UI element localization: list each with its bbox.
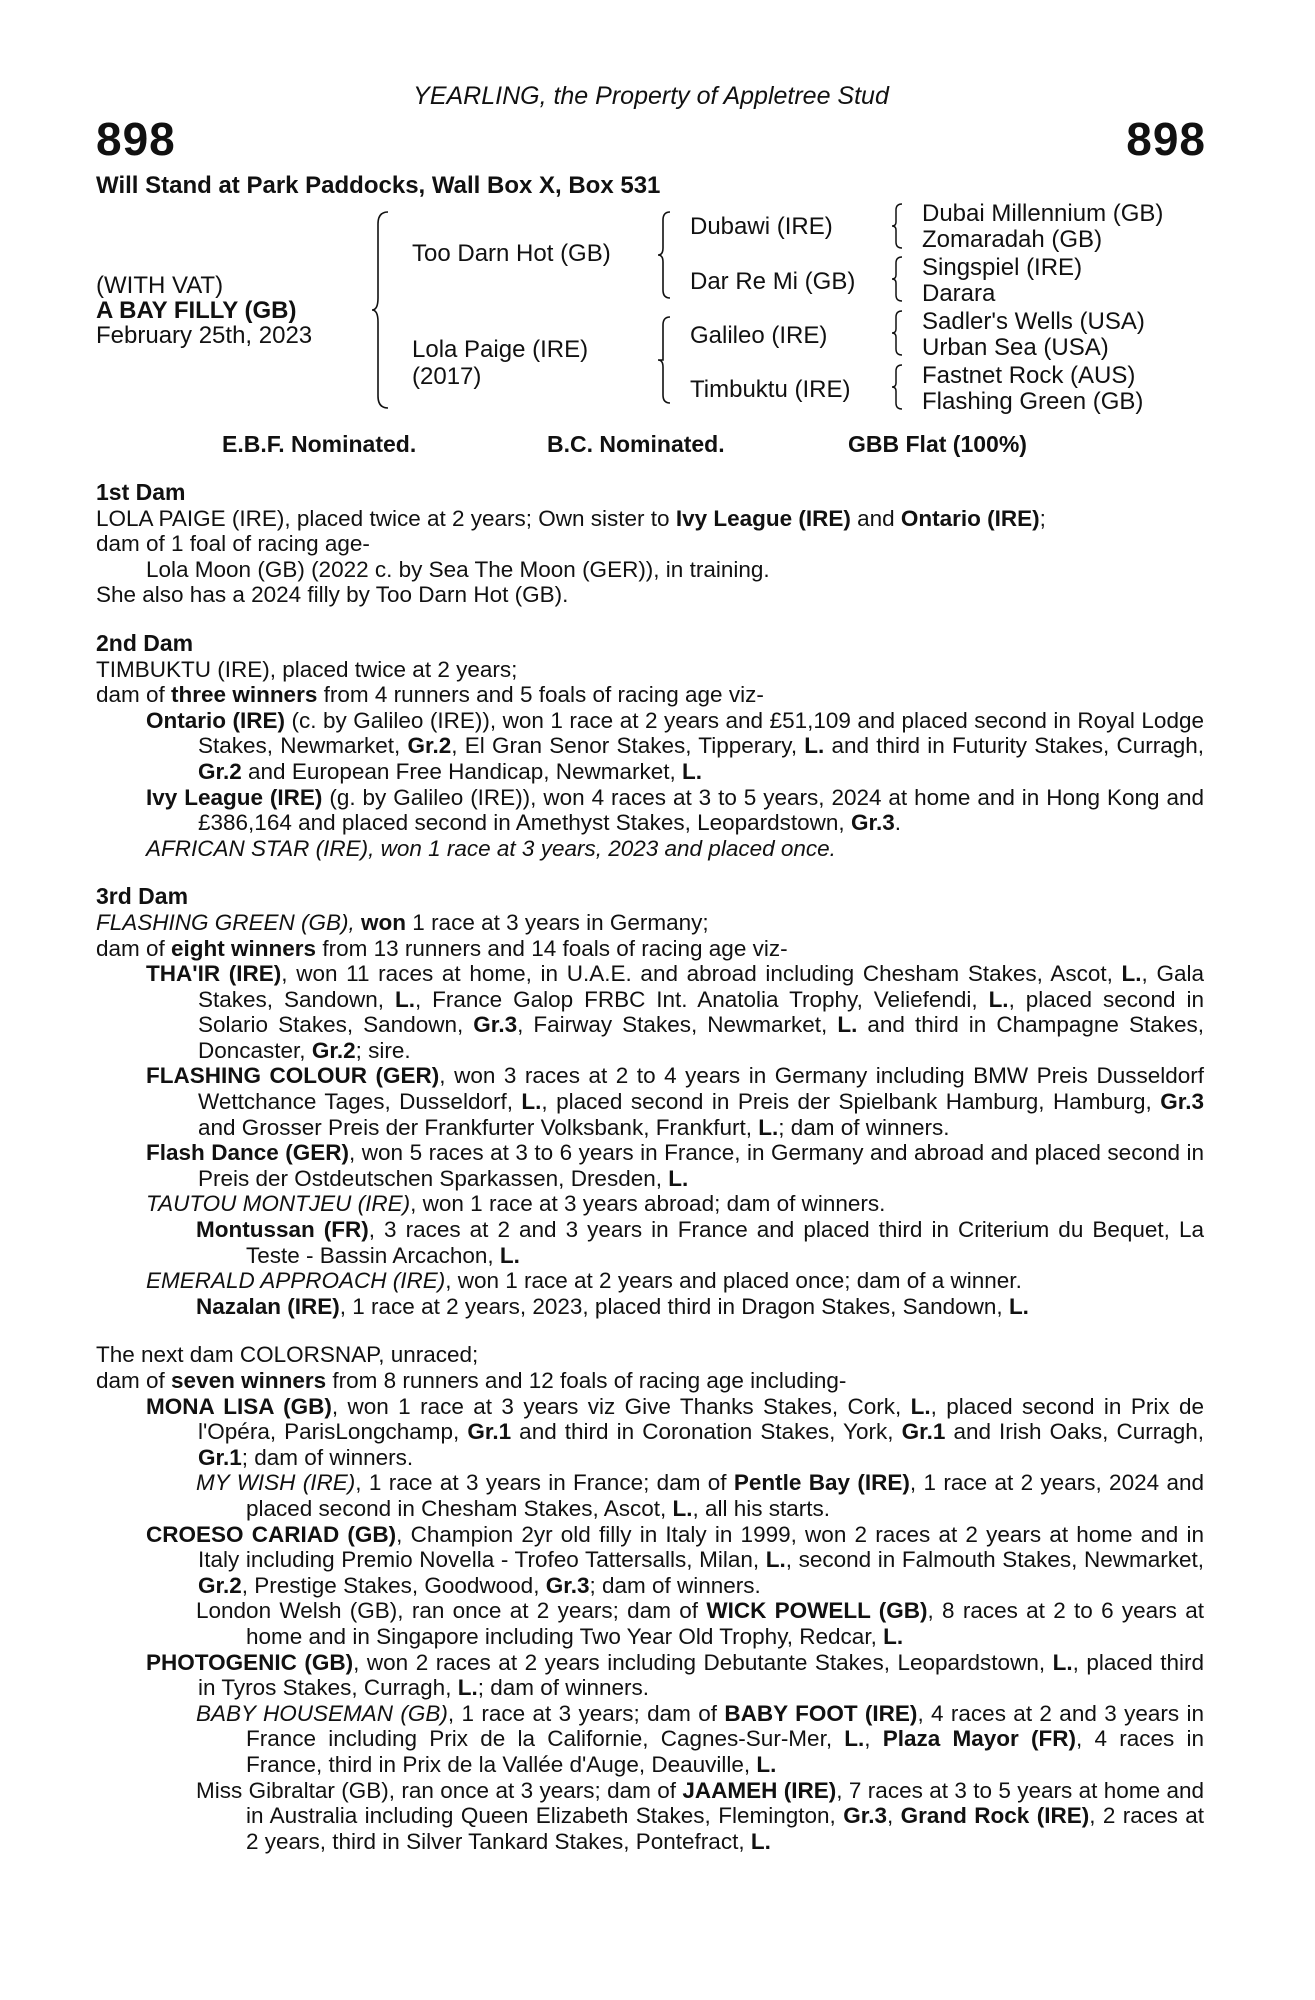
page-header-title: YEARLING, the Property of Appletree Stud: [413, 82, 889, 110]
sire-name: Too Darn Hot (GB): [412, 240, 611, 267]
progeny-emerald-approach: EMERALD APPROACH (IRE), won 1 race at 2 years and placed once; dam of a winner.: [146, 1268, 1022, 1294]
brace-main: [372, 210, 390, 410]
dam-name: Lola Paige (IRE): [412, 336, 589, 363]
gbb-flat: GBB Flat (100%): [848, 431, 1027, 457]
sds: Singspiel (IRE): [922, 254, 1083, 281]
dam-sire: Galileo (IRE): [690, 322, 828, 349]
stand-location: Will Stand at Park Paddocks, Wall Box X, Box 531: [96, 172, 661, 199]
third-dam-heading: 3rd Dam: [96, 883, 189, 910]
second-dam-line1: TIMBUKTU (IRE), placed twice at 2 years;: [96, 656, 518, 682]
ebf-nomination: E.B.F. Nominated.: [222, 431, 417, 457]
first-dam-note: She also has a 2024 filly by Too Darn Hot (GB).: [96, 582, 569, 608]
ddd: Flashing Green (GB): [922, 388, 1144, 415]
sire-sire: Dubawi (IRE): [690, 213, 833, 240]
lot-number-right: 898: [1126, 113, 1206, 165]
next-dam-line2: dam of seven winners from 8 runners and 12 foals of racing age including-: [96, 1368, 847, 1393]
page-body: [96, 480, 1204, 1854]
progeny-flashing-colour: FLASHING COLOUR (GER), won 3 races at 2 to 4 years in Germany including BMW Preis Dusseldorf Wettchance Tages, Dusseldorf, L., placed second in Preis der Spielbank Hamburg, Hamburg, Gr.3 and Grosser Preis der Frankfurter Volksbank, Frankfurt, L.; dam of winners.: [146, 1063, 1204, 1140]
dsd: Urban Sea (USA): [922, 334, 1109, 361]
vat-note: (WITH VAT): [96, 272, 224, 299]
first-dam-section: [96, 480, 1204, 608]
progeny-ivy-league: Ivy League (IRE) (g. by Galileo (IRE)), won 4 races at 3 to 5 years, 2024 at home and in Hong Kong and £386,164 and placed second in Amethyst Stakes, Leopardstown, Gr.3.: [146, 784, 1204, 836]
first-dam-line2: dam of 1 foal of racing age-: [96, 531, 370, 557]
progeny-mona-lisa: MONA LISA (GB), won 1 race at 3 years viz Give Thanks Stakes, Cork, L., placed second in Prix de l'Opéra, ParisLongchamp, Gr.1 and third in Coronation Stakes, York, Gr.1 and Irish Oaks, Curragh, Gr.1; dam of winners.: [146, 1393, 1205, 1470]
sss: Dubai Millennium (GB): [922, 200, 1164, 227]
first-dam-foal: Lola Moon (GB) (2022 c. by Sea The Moon (GER)), in training.: [146, 556, 770, 582]
progeny-miss-gibraltar: Miss Gibraltar (GB), ran once at 3 years; dam of JAAMEH (IRE), 7 races at 3 to 5 years at home and in Australia including Queen Elizabeth Stakes, Flemington, Gr.3, Grand Rock (IRE), 2 races at 2 years, third in Silver Tankard Stakes, Pontefract, L.: [196, 1777, 1205, 1854]
progeny-my-wish: MY WISH (IRE), 1 race at 3 years in France; dam of Pentle Bay (IRE), 1 race at 2 years, 2024 and placed second in Chesham Stakes, Ascot, L., all his starts.: [196, 1470, 1204, 1521]
progeny-flash-dance: Flash Dance (GER), won 5 races at 3 to 6 years in France, in Germany and abroad and placed second in Preis der Ostdeutschen Sparkassen, Dresden, L.: [146, 1140, 1205, 1191]
sdd: Darara: [922, 280, 996, 307]
progeny-tautou-montjeu: TAUTOU MONTJEU (IRE), won 1 race at 3 years abroad; dam of winners.: [146, 1191, 886, 1217]
progeny-photogenic: PHOTOGENIC (GB), won 2 races at 2 years including Debutante Stakes, Leopardstown, L., placed third in Tyros Stakes, Curragh, L.; dam of winners.: [146, 1649, 1205, 1701]
brace-sd: [892, 255, 904, 303]
progeny-african-star: AFRICAN STAR (IRE), won 1 race at 3 years, 2023 and placed once.: [146, 835, 836, 861]
brace-sire: [658, 210, 672, 300]
third-dam-section: [96, 884, 1204, 1319]
dam-dam: Timbuktu (IRE): [690, 376, 851, 403]
progeny-croeso-cariad: CROESO CARIAD (GB), Champion 2yr old filly in Italy in 1999, won 2 races at 2 years at home and in Italy including Premio Novella - Trofeo Tattersalls, Milan, L., second in Falmouth Stakes, Newmarket, Gr.2, Prestige Stakes, Goodwood, Gr.3; dam of winners.: [146, 1521, 1204, 1598]
dss: Sadler's Wells (USA): [922, 308, 1145, 335]
ssd: Zomaradah (GB): [922, 226, 1103, 253]
dds: Fastnet Rock (AUS): [922, 362, 1136, 389]
horse-name: A BAY FILLY (GB): [96, 297, 297, 324]
sire-dam: Dar Re Mi (GB): [690, 268, 856, 295]
first-dam-line1: LOLA PAIGE (IRE), placed twice at 2 years; Own sister to Ivy League (IRE) and Ontario (IRE);: [96, 505, 1046, 531]
dam-year: (2017): [412, 363, 482, 390]
horse-dob: February 25th, 2023: [96, 322, 313, 349]
progeny-nazalan: Nazalan (IRE), 1 race at 2 years, 2023, placed third in Dragon Stakes, Sandown, L.: [196, 1293, 1029, 1319]
second-dam-line2: dam of three winners from 4 runners and 5 foals of racing age viz-: [96, 682, 764, 708]
progeny-ontario: Ontario (IRE) (c. by Galileo (IRE)), won 1 race at 2 years and £51,109 and placed second in Royal Lodge Stakes, Newmarket, Gr.2, El Gran Senor Stakes, Tipperary, L. and third in Futurity Stakes, Curragh, Gr.2 and European Free Handicap, Newmarket, L.: [146, 707, 1204, 784]
brace-ss: [892, 202, 904, 250]
next-dam-section: [96, 1342, 1204, 1854]
next-dam-line1: The next dam COLORSNAP, unraced;: [96, 1342, 479, 1368]
second-dam-section: [96, 631, 1204, 861]
brace-dam: [658, 315, 672, 405]
progeny-montussan: Montussan (FR), 3 races at 2 and 3 years in France and placed third in Criterium du Bequet, La Teste - Bassin Arcachon, L.: [196, 1217, 1204, 1268]
first-dam-heading: 1st Dam: [96, 479, 186, 505]
lot-number-left: 898: [96, 113, 176, 165]
progeny-thair: THA'IR (IRE), won 11 races at home, in U.A.E. and abroad including Chesham Stakes, Ascot, L., Gala Stakes, Sandown, L., France Galop FRBC Int. Anatolia Trophy, Veliefendi, L., placed second in Solario Stakes, Sandown, Gr.3, Fairway Stakes, Newmarket, L. and third in Champagne Stakes, Doncaster, Gr.2; sire.: [146, 961, 1205, 1063]
third-dam-line2: dam of eight winners from 13 runners and 14 foals of racing age viz-: [96, 935, 788, 961]
second-dam-heading: 2nd Dam: [96, 629, 194, 656]
bc-nomination: B.C. Nominated.: [547, 431, 725, 457]
progeny-london-welsh: London Welsh (GB), ran once at 2 years; dam of WICK POWELL (GB), 8 races at 2 to 6 years at home and in Singapore including Two Year Old Trophy, Redcar, L.: [196, 1598, 1204, 1649]
pedigree-table: [96, 200, 1206, 430]
third-dam-line1: FLASHING GREEN (GB), won 1 race at 3 years in Germany;: [96, 909, 709, 935]
progeny-baby-houseman: BABY HOUSEMAN (GB), 1 race at 3 years; dam of BABY FOOT (IRE), 4 races at 2 and 3 years in France including Prix de la Californie, Cagnes-Sur-Mer, L., Plaza Mayor (FR), 4 races in France, third in Prix de la Vallée d'Auge, Deauville, L.: [196, 1700, 1204, 1777]
brace-dd: [892, 363, 904, 411]
brace-ds: [892, 309, 904, 357]
